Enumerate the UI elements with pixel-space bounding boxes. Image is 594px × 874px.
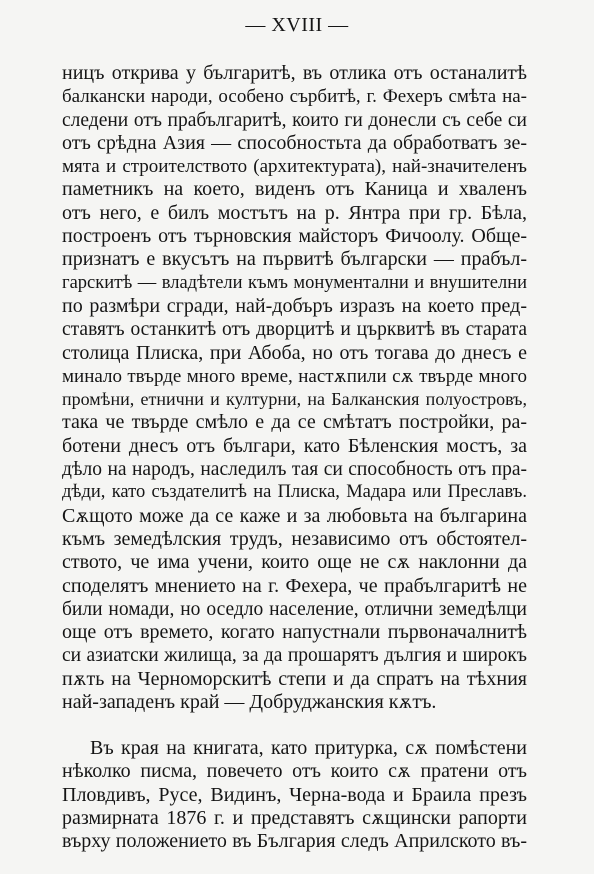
text-line: нѣколко писма, повечето отъ които сѫ пратени отъ (62, 760, 527, 783)
text-line: ботени днесъ отъ българи, като Бѣленския мостъ, за (62, 434, 527, 457)
text-line: мята и строителството (архитектурата), най-значителенъ (62, 156, 527, 178)
text-line: размирната 1876 г. и представятъ сѫщински рапорти (62, 806, 527, 829)
text-line: признатъ е вкусътъ на първитѣ български — прабъл- (62, 248, 527, 271)
text-line: отъ него, е билъ мостътъ на р. Янтра при гр. Бѣла, (62, 201, 527, 224)
text-line: пѫть на Черноморскитѣ степи и да спратъ на тѣхния (62, 667, 527, 690)
paragraph-2 (62, 737, 527, 853)
text-line: дѣло на народъ, наследилъ тая си способность отъ пра- (62, 459, 527, 481)
text-line: ството, че има учени, които още не сѫ наклонни да (62, 551, 527, 574)
page-number: — XVIII — (245, 14, 349, 36)
text-line: къмъ земедѣлския трудъ, независимо отъ обстоятел- (62, 527, 527, 550)
text-line: отъ срѣдна Азия — способностьта да обработватъ зе- (62, 131, 527, 154)
text-line: споделятъ мнението на г. Фехера, че прабългаритѣ не (62, 574, 527, 597)
text-line: следени отъ прабългаритѣ, които ги донесли съ себе си (62, 109, 527, 131)
text-line: дѣди, като създателитѣ на Плиска, Мадара или Преславъ. (62, 482, 527, 503)
text-line: по размѣри сгради, най-добъръ изразъ на което пред- (62, 294, 527, 317)
text-line: ницъ открива у българитѣ, въ отлика отъ останалитѣ (62, 62, 527, 84)
text-line: ставятъ останкитѣ отъ дворцитѣ и църквитѣ въ старата (62, 319, 527, 341)
text-line: балкански народи, особено сърбитѣ, г. Фехеръ смѣта на- (62, 86, 527, 108)
text-line: си азиатски жилища, за да прошарятъ дългия и широкъ (62, 645, 527, 667)
text-line: Сѫщото може да се каже и за любовьта на българина (62, 504, 527, 527)
text-line: промѣни, етнични и културни, на Балканския полуостровъ, (62, 389, 527, 410)
text-line: паметникъ на което, виденъ отъ Каница и хваленъ (62, 178, 527, 201)
text-line: столица Плиска, при Абоба, но отъ тогава до днесъ е (62, 341, 527, 364)
text-line: върху положението въ България следъ Априлското въ- (62, 830, 527, 853)
text-line: най-западенъ край — Добруджанския кѫтъ. (62, 691, 437, 714)
text-line: гарскитѣ — владѣтели къмъ монументални и внушителни (62, 272, 527, 293)
text-line: така че твърде смѣло е да се смѣтатъ постройки, ра- (62, 411, 527, 434)
paragraph-1 (62, 62, 527, 714)
text-line: минало твърде много време, настѫпили сѫ твърде много (62, 365, 527, 387)
text-line: били номади, но оседло население, отлични земедѣлци (62, 598, 527, 620)
text-line: Въ края на книгата, като притурка, сѫ помѣстени (90, 737, 527, 759)
text-line: Пловдивъ, Русе, Видинъ, Черна-вода и Браила презъ (62, 783, 527, 806)
text-line: построенъ отъ търновския майсторъ Фичоолу. Обще- (62, 225, 527, 248)
text-line: още отъ времето, когато напустнали първоначалнитѣ (62, 621, 527, 644)
